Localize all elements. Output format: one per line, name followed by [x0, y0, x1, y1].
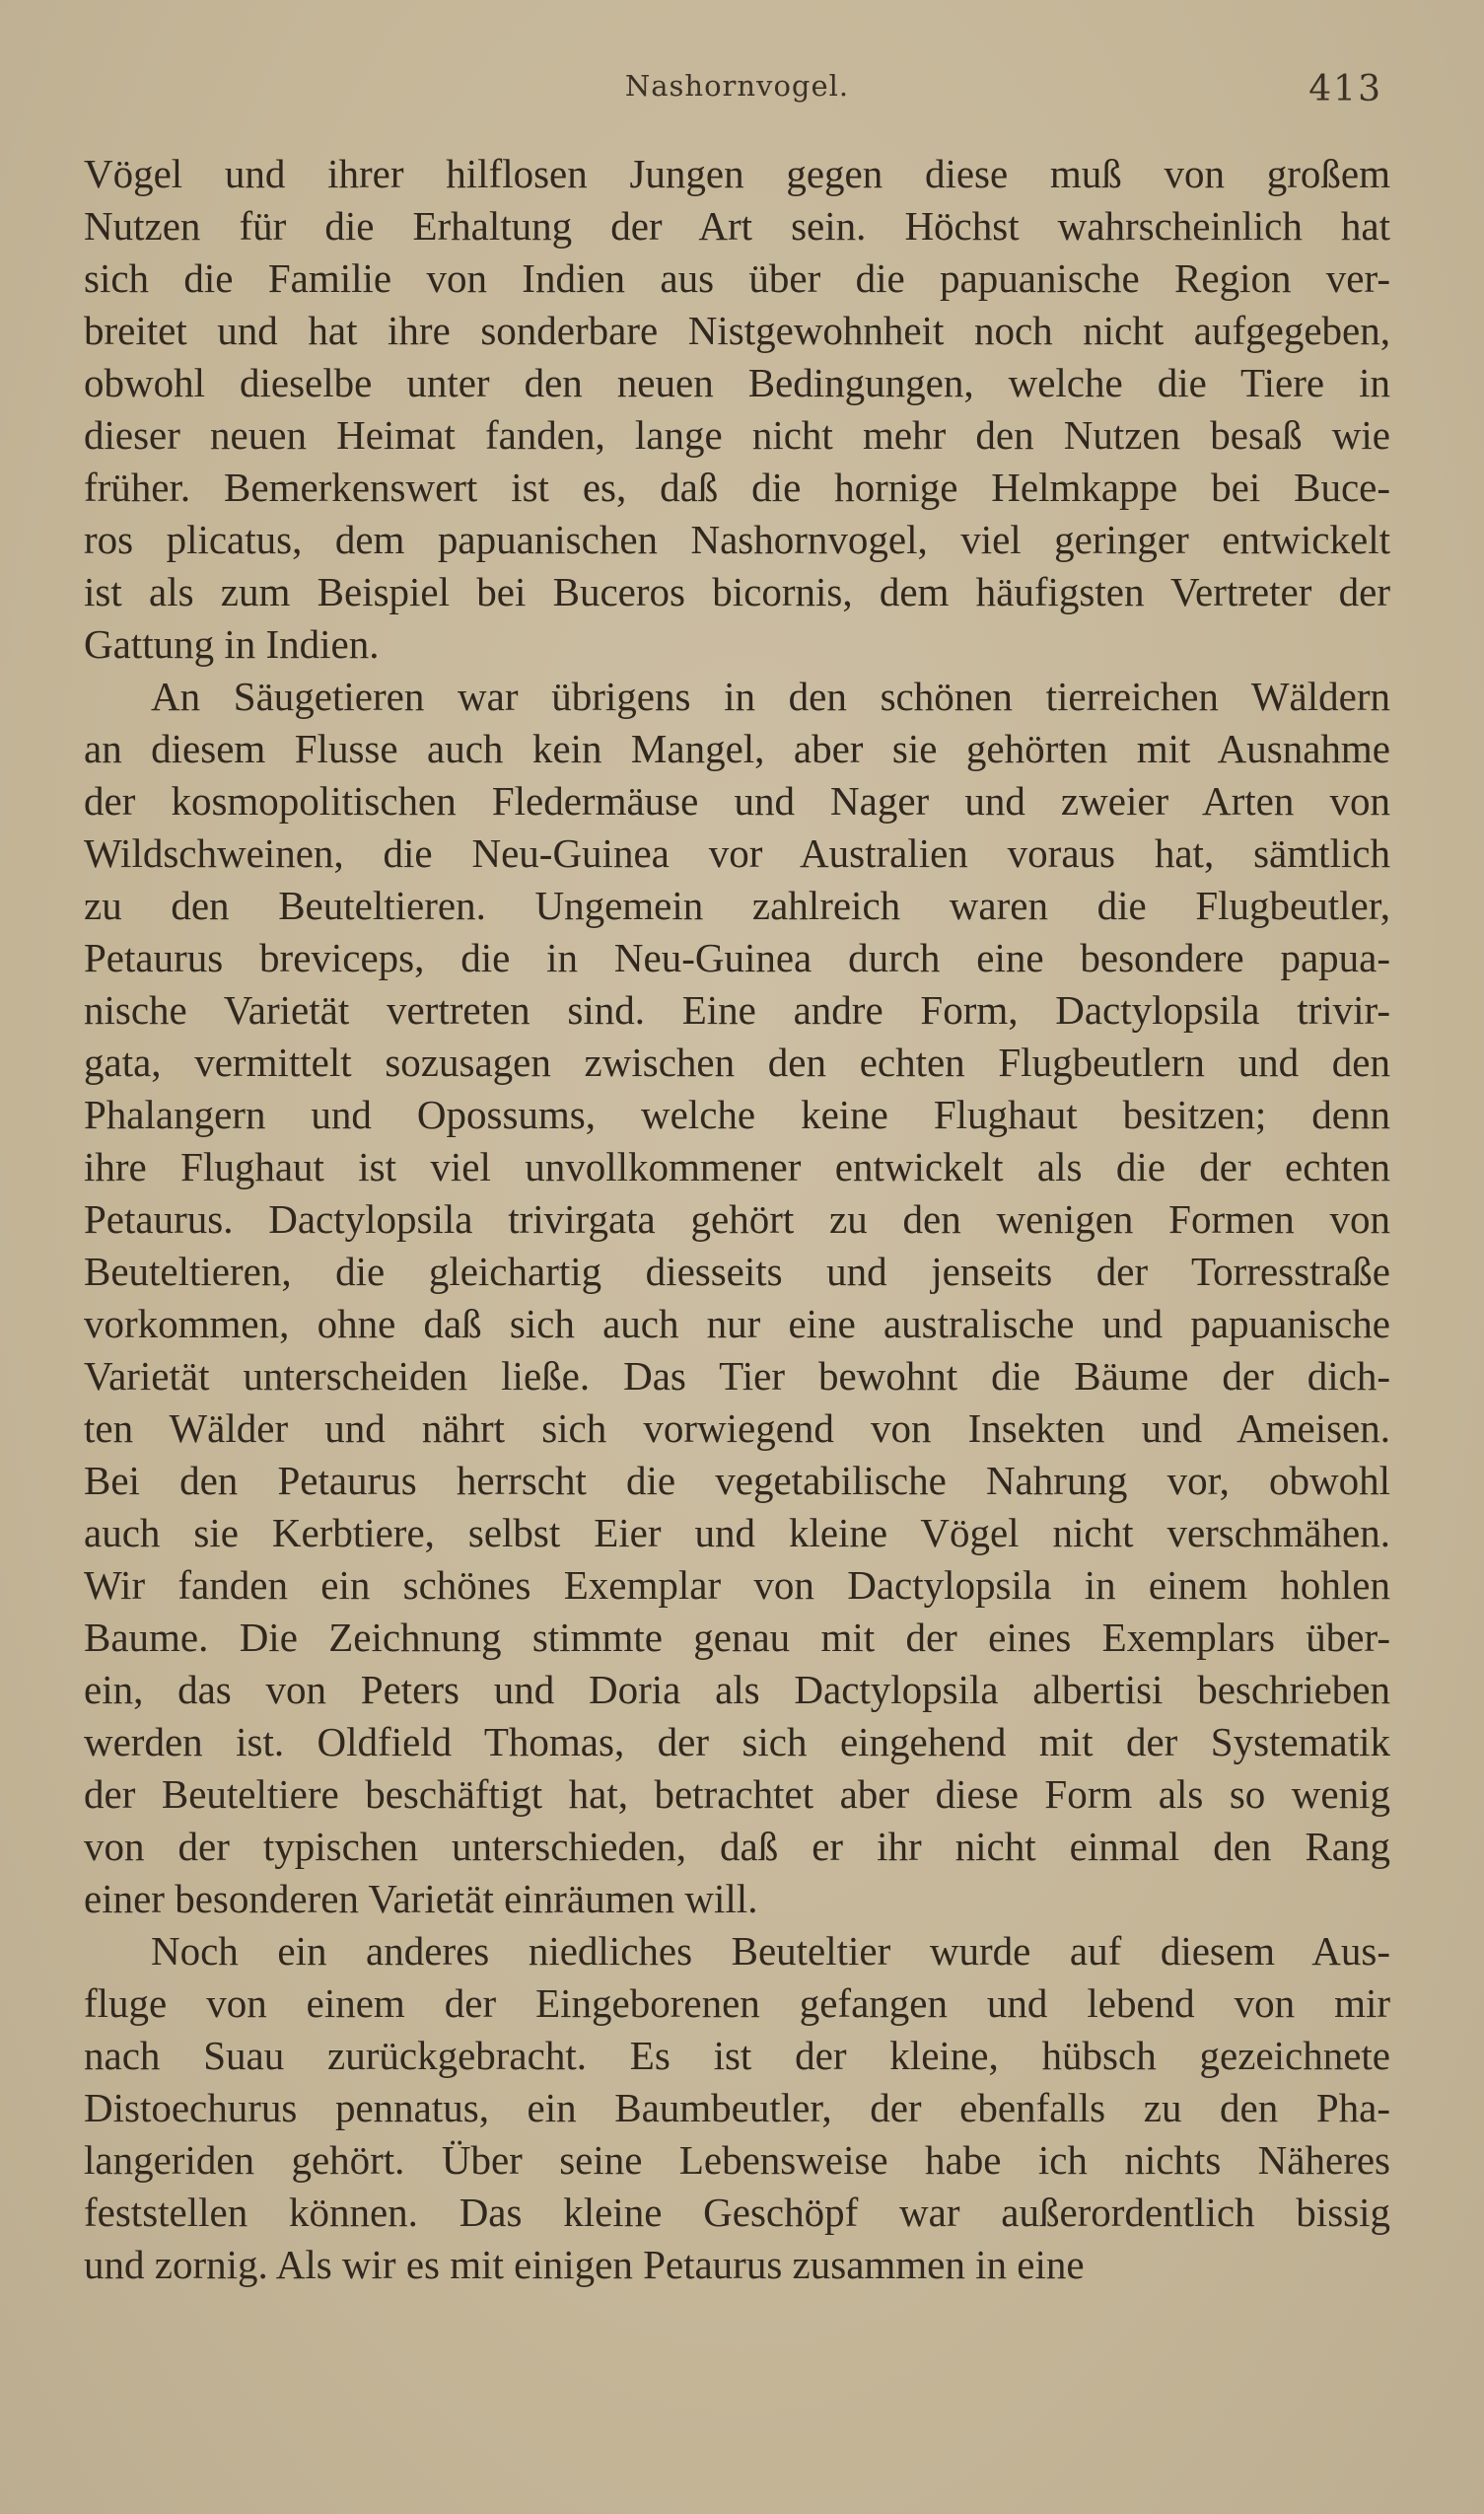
- text-line: Petaurus breviceps, die in Neu-Guinea durch eine besondere papua-: [84, 935, 1390, 980]
- text-line: auch sie Kerbtiere, selbst Eier und kleine Vögel nicht verschmähen.: [84, 1510, 1390, 1555]
- body-text: [84, 148, 1390, 2291]
- text-line: breitet und hat ihre sonderbare Nistgewohnheit noch nicht aufgegeben,: [84, 308, 1390, 353]
- text-line: Wildschweinen, die Neu-Guinea vor Australien voraus hat, sämtlich: [84, 830, 1390, 876]
- text-line: nische Varietät vertreten sind. Eine andre Form, Dactylopsila trivir-: [84, 987, 1390, 1033]
- text-line: ros plicatus, dem papuanischen Nashornvogel, viel geringer entwickelt: [84, 517, 1390, 562]
- text-line: Phalangern und Opossums, welche keine Flughaut besitzen; denn: [84, 1092, 1390, 1137]
- text-line: zu den Beuteltieren. Ungemein zahlreich waren die Flugbeutler,: [84, 883, 1390, 928]
- text-line: feststellen können. Das kleine Geschöpf war außerordentlich bissig: [84, 2190, 1390, 2235]
- text-line: ihre Flughaut ist viel unvollkommener entwickelt als die der echten: [84, 1144, 1390, 1189]
- text-line: langeriden gehört. Über seine Lebensweise habe ich nichts Näheres: [84, 2137, 1390, 2183]
- text-line: ten Wälder und nährt sich vorwiegend von Insekten und Ameisen.: [84, 1405, 1390, 1451]
- text-line: ein, das von Peters und Doria als Dactylopsila albertisi beschrieben: [84, 1667, 1390, 1712]
- text-line: der Beuteltiere beschäftigt hat, betrachtet aber diese Form als so wenig: [84, 1771, 1390, 1817]
- text-line: dieser neuen Heimat fanden, lange nicht mehr den Nutzen besaß wie: [84, 412, 1390, 458]
- text-line: sich die Familie von Indien aus über die papuanische Region ver-: [84, 255, 1390, 301]
- text-line: ist als zum Beispiel bei Buceros bicornis, dem häufigsten Vertreter der: [84, 569, 1390, 614]
- text-line: nach Suau zurückgebracht. Es ist der kleine, hübsch gezeichnete: [84, 2033, 1390, 2078]
- text-line: Distoechurus pennatus, ein Baumbeutler, der ebenfalls zu den Pha-: [84, 2085, 1390, 2130]
- text-line: Wir fanden ein schönes Exemplar von Dactylopsila in einem hohlen: [84, 1562, 1390, 1608]
- text-line: einer besonderen Varietät einräumen will.: [84, 1876, 758, 1921]
- text-line: Noch ein anderes niedliches Beuteltier wurde auf diesem Aus-: [151, 1928, 1390, 1974]
- running-head: Nashornvogel.: [624, 69, 850, 103]
- text-line: fluge von einem der Eingeborenen gefangen und lebend von mir: [84, 1980, 1390, 2026]
- text-line: der kosmopolitischen Fledermäuse und Nager und zweier Arten von: [84, 778, 1390, 824]
- text-line: Petaurus. Dactylopsila trivirgata gehört zu den wenigen Formen von: [84, 1196, 1390, 1242]
- text-line: Bei den Petaurus herrscht die vegetabilische Nahrung vor, obwohl: [84, 1458, 1390, 1503]
- text-line: obwohl dieselbe unter den neuen Bedingungen, welche die Tiere in: [84, 360, 1390, 405]
- text-line: früher. Bemerkenswert ist es, daß die hornige Helmkappe bei Buce-: [84, 465, 1390, 510]
- text-line: gata, vermittelt sozusagen zwischen den echten Flugbeutlern und den: [84, 1040, 1390, 1085]
- text-line: Beuteltieren, die gleichartig diesseits und jenseits der Torresstraße: [84, 1249, 1390, 1294]
- text-line: an diesem Flusse auch kein Mangel, aber sie gehörten mit Ausnahme: [84, 726, 1390, 771]
- text-line: und zornig. Als wir es mit einigen Petaurus zusammen in eine: [84, 2242, 1085, 2287]
- text-line: Nutzen für die Erhaltung der Art sein. Höchst wahrscheinlich hat: [84, 203, 1390, 249]
- text-line: von der typischen unterschieden, daß er ihr nicht einmal den Rang: [84, 1824, 1390, 1869]
- page-number: 413: [1308, 69, 1382, 109]
- text-line: werden ist. Oldfield Thomas, der sich eingehend mit der Systematik: [84, 1719, 1390, 1764]
- text-line: An Säugetieren war übrigens in den schönen tierreichen Wäldern: [151, 674, 1390, 719]
- text-line: Baume. Die Zeichnung stimmte genau mit der eines Exemplars über-: [84, 1615, 1390, 1660]
- paragraph: [84, 148, 1390, 671]
- paragraph: [84, 671, 1390, 1925]
- text-line: Vögel und ihrer hilflosen Jungen gegen diese muß von großem: [84, 151, 1390, 196]
- text-line: vorkommen, ohne daß sich auch nur eine australische und papuanische: [84, 1301, 1390, 1346]
- text-line: Gattung in Indien.: [84, 621, 380, 667]
- paragraph: [84, 1925, 1390, 2291]
- page-header: [84, 61, 1390, 120]
- text-line: Varietät unterscheiden ließe. Das Tier bewohnt die Bäume der dich-: [84, 1353, 1390, 1399]
